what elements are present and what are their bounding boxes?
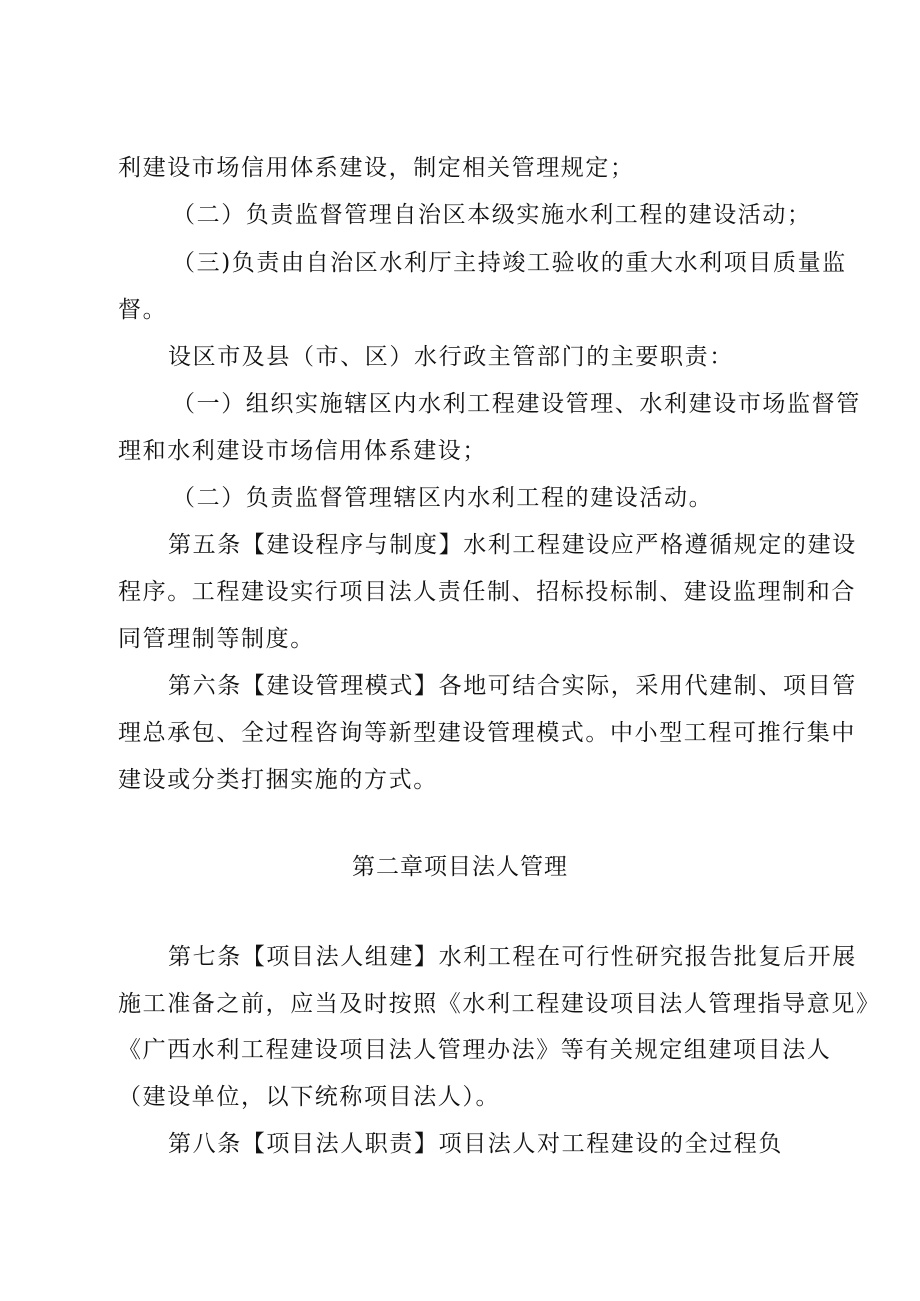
text-line: 《广西水利工程建设项目法人管理办法》等有关规定组建项目法人: [118, 1037, 832, 1063]
text-line: 理总承包、全过程咨询等新型建设管理模式。中小型工程可推行集中: [118, 720, 856, 746]
text-line: 施工准备之前，应当及时按照《水利工程建设项目法人管理指导意见》: [118, 991, 881, 1017]
text-line: 理和水利建设市场信用体系建设；: [118, 438, 487, 464]
text-line: （三)负责由自治区水利厅主持竣工验收的重大水利项目质量监: [172, 250, 847, 276]
text-line: 建设或分类打捆实施的方式。: [118, 767, 438, 793]
chapter-heading: 第二章项目法人管理: [352, 854, 568, 880]
text-line: 督。: [118, 297, 168, 323]
text-line: （一）组织实施辖区内水利工程建设管理、水利建设市场监督管: [172, 391, 861, 417]
text-line: 第五条【建设程序与制度】水利工程建设应严格遵循规定的建设: [168, 532, 857, 558]
text-line: （建设单位，以下统称项目法人）。: [118, 1084, 501, 1110]
text-line: 程序。工程建设实行项目法人责任制、招标投标制、建设监理制和合: [118, 579, 856, 605]
text-line: （二）负责监督管理辖区内水利工程的建设活动。: [172, 485, 714, 511]
text-line: 第六条【建设管理模式】各地可结合实际，采用代建制、项目管: [168, 673, 857, 699]
text-line: 同管理制等制度。: [118, 626, 315, 652]
text-line: （二）负责监督管理自治区本级实施水利工程的建设活动；: [172, 202, 812, 228]
text-line: 第八条【项目法人职责】项目法人对工程建设的全过程负: [168, 1131, 783, 1157]
text-line: 设区市及县（市、区）水行政主管部门的主要职责：: [168, 344, 734, 370]
text-line: 第七条【项目法人组建】水利工程在可行性研究报告批复后开展: [168, 944, 857, 970]
text-line: 利建设市场信用体系建设，制定相关管理规定；: [118, 155, 635, 181]
